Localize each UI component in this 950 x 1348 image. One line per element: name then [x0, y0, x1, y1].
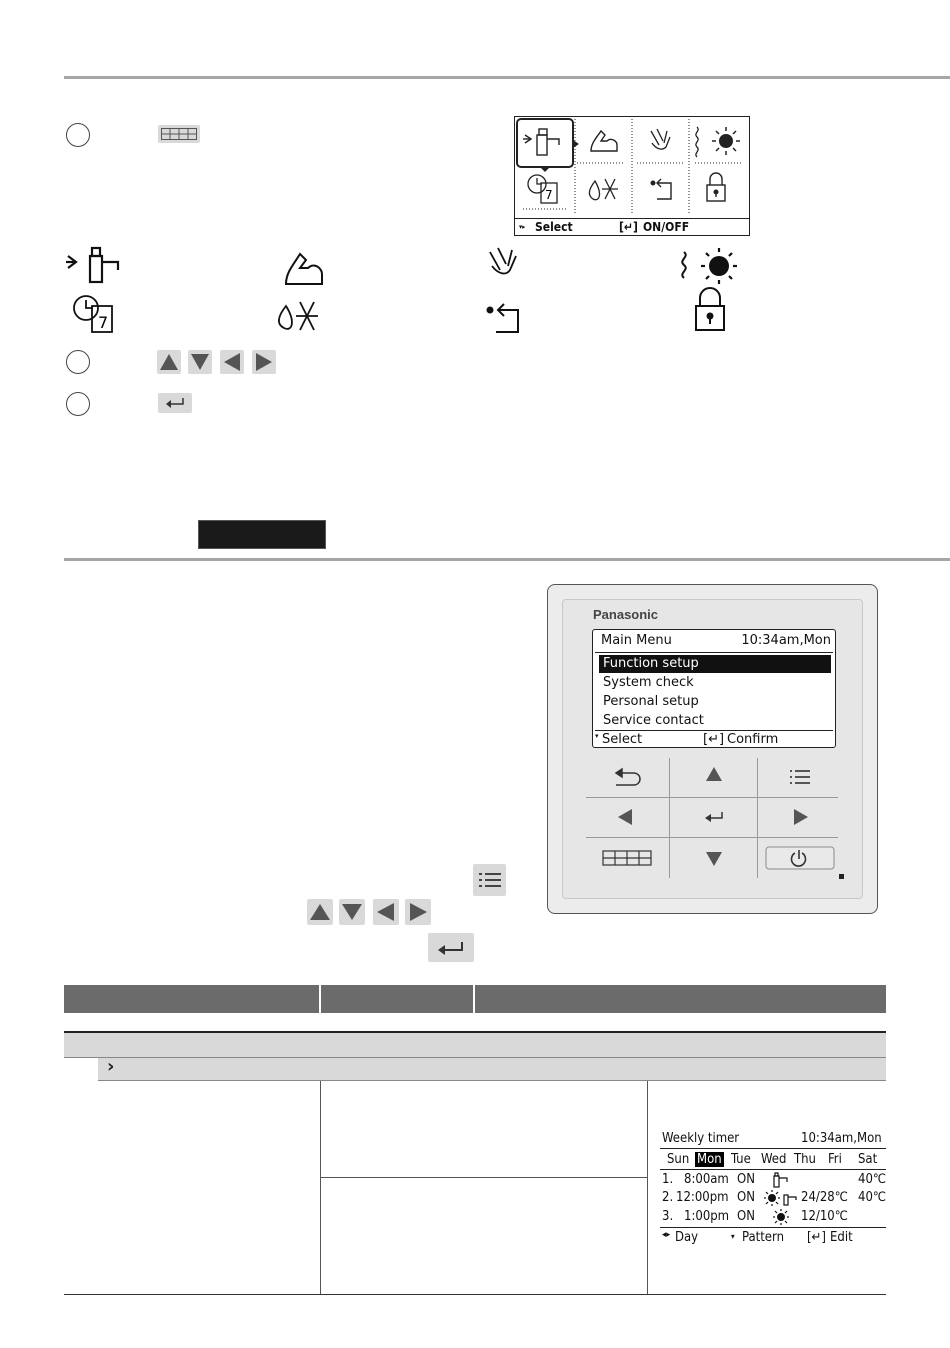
menu-item-service-contact[interactable]: Service contact	[603, 713, 704, 728]
top-divider	[64, 76, 950, 79]
day-fri[interactable]: Fri	[828, 1152, 842, 1167]
weekly-timer-title: Weekly timer	[662, 1131, 740, 1146]
day-mon[interactable]: Mon	[697, 1152, 722, 1167]
menu-list-key-icon	[473, 864, 506, 896]
sun-tap-icon-small	[764, 1190, 798, 1206]
highlight-box	[198, 520, 326, 549]
day-tue[interactable]: Tue	[731, 1152, 751, 1167]
enter-button	[705, 812, 722, 822]
timer-row-2-tank: 40℃	[858, 1190, 887, 1205]
timer-row-3-time: 1:00pm	[684, 1209, 730, 1224]
main-menu-title: Main Menu	[601, 633, 672, 648]
up-button	[706, 767, 722, 781]
timer-row-3-state: ON	[737, 1209, 755, 1224]
menu-list-button	[790, 771, 810, 783]
day-thu[interactable]: Thu	[794, 1152, 816, 1167]
arrow-keys-icon-lower	[307, 899, 433, 927]
middle-divider	[64, 558, 950, 561]
timer-row-2-time: 12:00pm	[676, 1190, 729, 1205]
section-band	[64, 1033, 886, 1057]
weekly-footer-edit: Edit	[830, 1230, 853, 1245]
remote-controller	[547, 584, 878, 914]
quiet-icon	[490, 248, 516, 273]
brand-logo: Panasonic	[593, 607, 659, 622]
timer-row-3-room: 12/10℃	[801, 1209, 848, 1224]
timer-row-2-state: ON	[737, 1190, 755, 1205]
grid-button	[603, 851, 651, 865]
timer-row-3-num: 3.	[662, 1209, 674, 1224]
weekly-footer-pattern: Pattern	[742, 1230, 784, 1245]
timer-row-1-num: 1.	[662, 1172, 674, 1187]
menu-item-personal-setup[interactable]: Personal setup	[603, 694, 699, 709]
lock-icon	[696, 288, 724, 330]
step-1-circle	[66, 123, 90, 147]
weekly-footer-day: Day	[675, 1230, 699, 1245]
function-menu-screen	[514, 116, 750, 236]
grid-key-icon	[158, 125, 200, 143]
left-button	[618, 809, 632, 825]
main-menu-footer-confirm: Confirm	[727, 732, 779, 747]
tap-icon-small	[772, 1172, 790, 1188]
svg-text:7: 7	[545, 188, 553, 202]
step-2-circle	[66, 350, 90, 374]
down-button	[706, 852, 722, 866]
timer-row-1-time: 8:00am	[684, 1172, 729, 1187]
svg-text:7: 7	[98, 313, 109, 332]
footer-select-label: Select	[535, 220, 573, 234]
weekly-timer-clock: 10:34am,Mon	[801, 1131, 882, 1146]
function-menu-footer: ▾▸ Select [↵] ON/OFF	[515, 218, 749, 235]
function-icon-legend	[64, 246, 764, 338]
back-button	[616, 769, 640, 785]
timer-row-1-state: ON	[737, 1172, 755, 1187]
timer-row-2-num: 2.	[662, 1190, 674, 1205]
menu-item-system-check[interactable]: System check	[603, 675, 694, 690]
timer-row-2-room: 24/28℃	[801, 1190, 848, 1205]
main-menu-clock: 10:34am,Mon	[741, 633, 831, 648]
footer-onoff-label: ON/OFF	[643, 220, 690, 234]
day-sun[interactable]: Sun	[667, 1152, 690, 1167]
step-3-circle	[66, 392, 90, 416]
tap-icon	[66, 248, 118, 282]
enter-key-icon	[158, 393, 192, 413]
table-header	[64, 985, 886, 1013]
return-icon	[488, 304, 519, 332]
menu-item-function-setup[interactable]: Function setup	[603, 656, 699, 671]
day-wed[interactable]: Wed	[761, 1152, 787, 1167]
sun-icon-small	[772, 1209, 790, 1225]
day-sat[interactable]: Sat	[858, 1152, 878, 1167]
subsection-chevron: ›	[107, 1056, 115, 1077]
arm-icon	[286, 254, 322, 284]
timer-row-1-tank: 40℃	[858, 1172, 887, 1187]
main-menu-footer-select: Select	[602, 732, 643, 747]
right-button	[794, 809, 808, 825]
heater-sun-icon	[682, 248, 737, 284]
arrow-keys-icon	[157, 350, 279, 376]
main-menu-screen: Main Menu 10:34am,Mon Function setup System check Personal setup Service contact ▾ Select [↵] Confirm	[592, 629, 836, 748]
enter-key-icon-lower	[428, 933, 474, 962]
subsection-band	[98, 1058, 886, 1080]
fan-drop-icon	[279, 302, 318, 330]
